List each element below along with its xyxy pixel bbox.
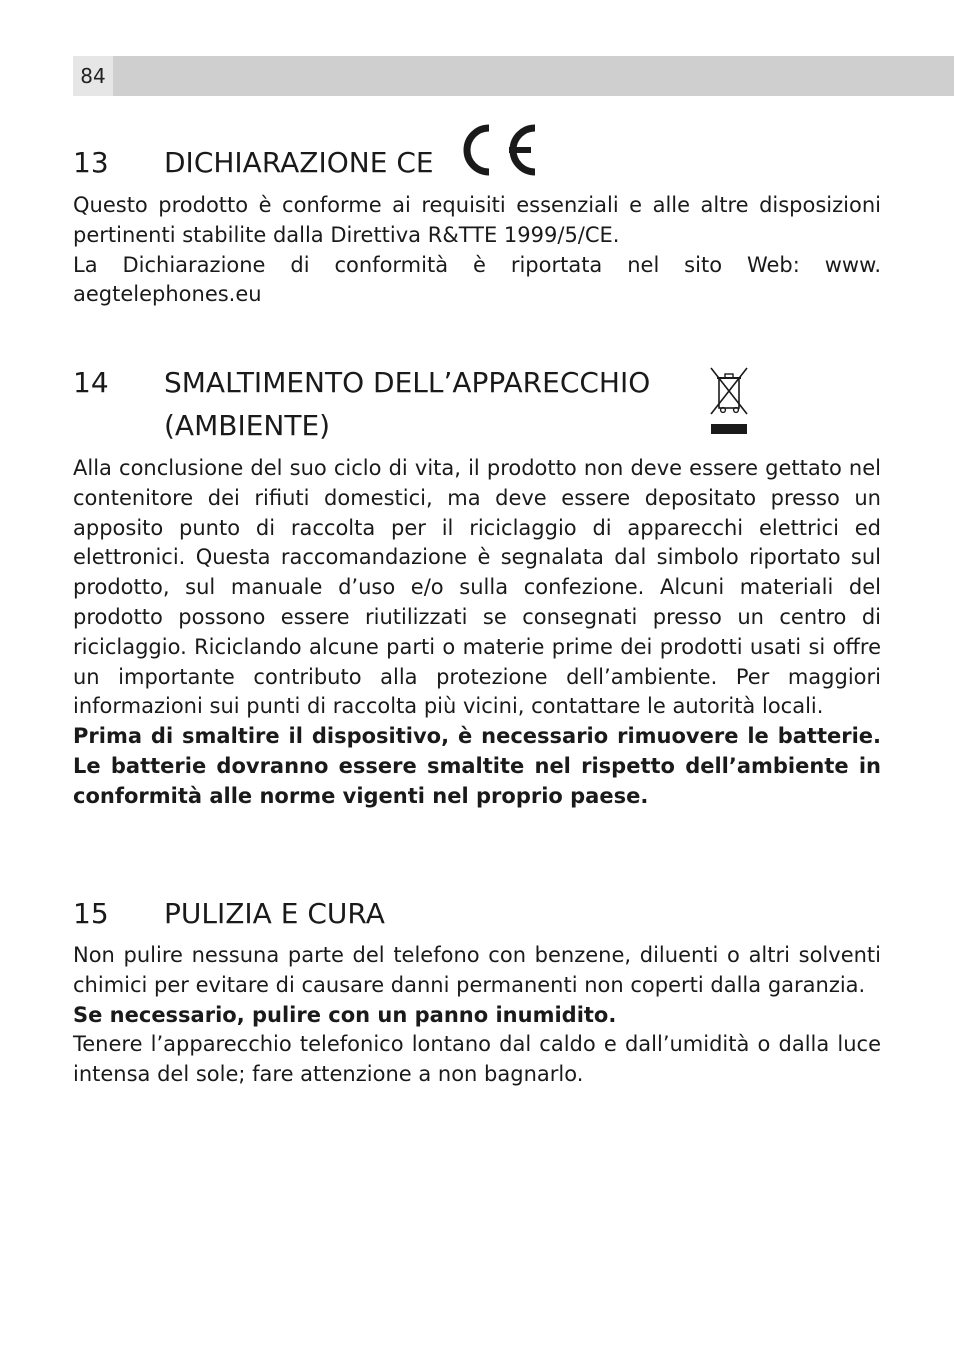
section-number: 15 [73, 897, 109, 930]
section-14-body [73, 454, 881, 812]
paragraph: Tenere l’apparecchio telefonico lontano dal caldo e dall’umidità o dalla luce intensa del sole; fare attenzione a non bagnarlo. [73, 1032, 881, 1087]
section-heading: (AMBIENTE) [164, 409, 331, 442]
paragraph: Alla conclusione del suo ciclo di vita, il prodotto non deve essere gettato nel contenitore dei rifiuti domestici, ma deve essere depositato presso un apposito punto di raccolta per il riciclaggio di apparecchi elettrici ed elettronici. Questa raccomandazione è segnalata dal simbolo riportato sul prodotto, sul manuale d’uso e/o sulla confezione. Alcuni materiali del prodotto possono essere riutilizzati se consegnati presso un centro di riciclaggio. Riciclando alcune parti o materie prime dei prodotti usati si offre un importante contributo alla protezione dell’ambiente. Per maggiori informazioni sui punti di raccolta più vicini, contattare le autorità locali. [73, 456, 881, 719]
section-heading: PULIZIA E CURA [164, 897, 385, 930]
section-number: 13 [73, 146, 109, 179]
crossed-bin-icon [709, 366, 749, 438]
section-number: 14 [73, 366, 109, 399]
section-13-body [73, 191, 881, 310]
paragraph: Non pulire nessuna parte del telefono con benzene, diluenti o altri solventi chimici per evitare di causare danni permanenti non coperti dalla garanzia. [73, 943, 881, 997]
paragraph: La Dichiarazione di conformità è riportata nel sito Web: www. aegtelephones.eu [73, 252, 881, 307]
page-number: 84 [73, 56, 113, 96]
section-15-body [73, 941, 881, 1090]
section-heading: SMALTIMENTO DELL’APPARECCHIO [164, 366, 651, 399]
header-bar [73, 56, 954, 96]
section-heading: DICHIARAZIONE CE [164, 146, 434, 179]
bold-paragraph: Prima di smaltire il dispositivo, è necessario rimuovere le batterie. Le batterie dovranno essere smaltite nel rispetto dell’ambiente in conformità alle norme vigenti nel proprio paese. [73, 724, 881, 808]
paragraph: Questo prodotto è conforme ai requisiti essenziali e alle altre disposizioni pertinenti stabilite dalla Direttiva R&TTE 1999/5/CE. [73, 193, 881, 247]
bold-paragraph: Se necessario, pulire con un panno inumidito. [73, 1002, 617, 1027]
